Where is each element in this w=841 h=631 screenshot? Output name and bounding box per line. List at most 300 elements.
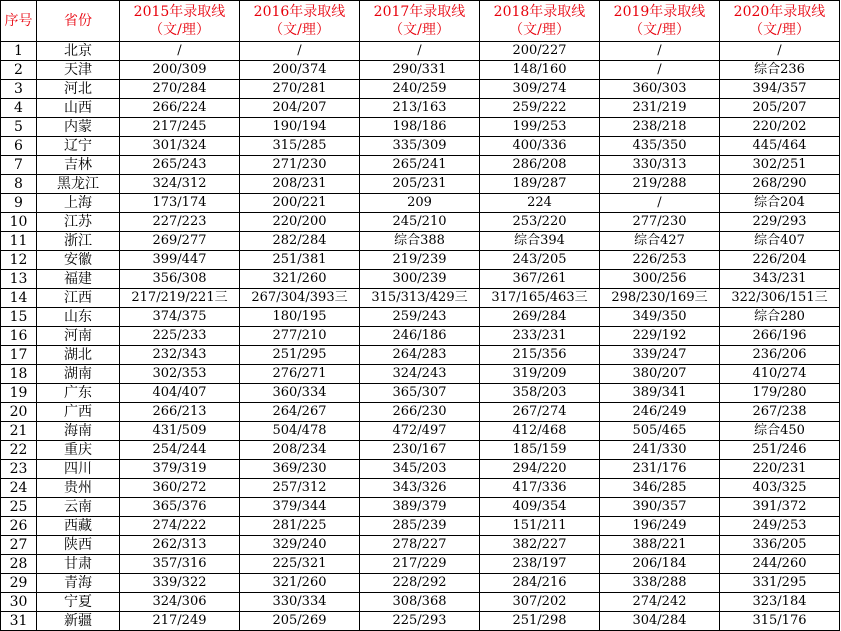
header-year-subtitle: （文/理） bbox=[389, 22, 450, 38]
score-2018: 400/336 bbox=[480, 137, 600, 156]
score-2017: 198/186 bbox=[360, 118, 480, 137]
row-index: 26 bbox=[1, 517, 37, 536]
table-row bbox=[1, 403, 840, 422]
score-2020: 302/251 bbox=[720, 156, 840, 175]
province-name: 贵州 bbox=[37, 479, 120, 498]
score-2016: 379/344 bbox=[240, 498, 360, 517]
province-name: 云南 bbox=[37, 498, 120, 517]
header-year-title: 2018年录取线 bbox=[493, 4, 586, 20]
header-year-title: 2019年录取线 bbox=[613, 4, 706, 20]
province-name: 西藏 bbox=[37, 517, 120, 536]
table-row bbox=[1, 441, 840, 460]
score-2020: 244/260 bbox=[720, 555, 840, 574]
score-2017: 472/497 bbox=[360, 422, 480, 441]
score-2018: 317/165/463三 bbox=[480, 289, 600, 308]
score-2017: 308/368 bbox=[360, 593, 480, 612]
row-index: 5 bbox=[1, 118, 37, 137]
score-2015: 374/375 bbox=[120, 308, 240, 327]
score-2015: 265/243 bbox=[120, 156, 240, 175]
province-name: 青海 bbox=[37, 574, 120, 593]
score-2020: 410/274 bbox=[720, 365, 840, 384]
score-2019: 339/247 bbox=[600, 346, 720, 365]
table-row bbox=[1, 460, 840, 479]
row-index: 7 bbox=[1, 156, 37, 175]
score-2017: 209 bbox=[360, 194, 480, 213]
province-name: 湖北 bbox=[37, 346, 120, 365]
province-name: 辽宁 bbox=[37, 137, 120, 156]
score-2015: 254/244 bbox=[120, 441, 240, 460]
score-2020: 391/372 bbox=[720, 498, 840, 517]
score-2015: 217/245 bbox=[120, 118, 240, 137]
score-2017: 245/210 bbox=[360, 213, 480, 232]
score-2017: 335/309 bbox=[360, 137, 480, 156]
score-2018: 409/354 bbox=[480, 498, 600, 517]
score-2015: 262/313 bbox=[120, 536, 240, 555]
score-2017: 219/239 bbox=[360, 251, 480, 270]
header-year-title: 2020年录取线 bbox=[733, 4, 826, 20]
score-2017: 389/379 bbox=[360, 498, 480, 517]
table-row bbox=[1, 422, 840, 441]
score-2019: 229/192 bbox=[600, 327, 720, 346]
score-2017: 230/167 bbox=[360, 441, 480, 460]
score-2016: 200/221 bbox=[240, 194, 360, 213]
score-2019: 238/218 bbox=[600, 118, 720, 137]
row-index: 30 bbox=[1, 593, 37, 612]
province-name: 广西 bbox=[37, 403, 120, 422]
table-row bbox=[1, 498, 840, 517]
score-2019: 298/230/169三 bbox=[600, 289, 720, 308]
score-2018: 267/274 bbox=[480, 403, 600, 422]
score-2019: 241/330 bbox=[600, 441, 720, 460]
table-row bbox=[1, 327, 840, 346]
table-row bbox=[1, 536, 840, 555]
score-2019: 综合427 bbox=[600, 232, 720, 251]
score-2016: 208/234 bbox=[240, 441, 360, 460]
score-2019: 330/313 bbox=[600, 156, 720, 175]
header-year-title: 2017年录取线 bbox=[373, 4, 466, 20]
row-index: 19 bbox=[1, 384, 37, 403]
score-2018: 269/284 bbox=[480, 308, 600, 327]
table-row bbox=[1, 156, 840, 175]
table-row bbox=[1, 289, 840, 308]
score-2019: 390/357 bbox=[600, 498, 720, 517]
score-2020: 综合236 bbox=[720, 61, 840, 80]
table-row bbox=[1, 574, 840, 593]
score-2020: / bbox=[720, 42, 840, 61]
score-2016: 180/195 bbox=[240, 308, 360, 327]
score-2015: 339/322 bbox=[120, 574, 240, 593]
score-2015: 270/284 bbox=[120, 80, 240, 99]
province-name: 重庆 bbox=[37, 441, 120, 460]
province-name: 上海 bbox=[37, 194, 120, 213]
score-2015: 232/343 bbox=[120, 346, 240, 365]
score-2015: 357/316 bbox=[120, 555, 240, 574]
table-header bbox=[1, 1, 840, 42]
score-2016: 270/281 bbox=[240, 80, 360, 99]
row-index: 27 bbox=[1, 536, 37, 555]
score-2017: / bbox=[360, 42, 480, 61]
province-name: 湖南 bbox=[37, 365, 120, 384]
header-year-subtitle: （文/理） bbox=[509, 22, 570, 38]
table-row bbox=[1, 175, 840, 194]
row-index: 23 bbox=[1, 460, 37, 479]
score-2015: 173/174 bbox=[120, 194, 240, 213]
score-2019: 505/465 bbox=[600, 422, 720, 441]
score-2016: 282/284 bbox=[240, 232, 360, 251]
score-2019: 196/249 bbox=[600, 517, 720, 536]
score-2018: 224 bbox=[480, 194, 600, 213]
table-row bbox=[1, 384, 840, 403]
score-2017: 213/163 bbox=[360, 99, 480, 118]
table-row bbox=[1, 365, 840, 384]
score-2016: 330/334 bbox=[240, 593, 360, 612]
score-2018: 215/356 bbox=[480, 346, 600, 365]
score-2019: 246/249 bbox=[600, 403, 720, 422]
score-2020: 236/206 bbox=[720, 346, 840, 365]
score-2016: 271/230 bbox=[240, 156, 360, 175]
score-2018: 151/211 bbox=[480, 517, 600, 536]
header-year-2018 bbox=[480, 1, 600, 42]
score-2020: 251/246 bbox=[720, 441, 840, 460]
row-index: 31 bbox=[1, 612, 37, 631]
score-2015: 269/277 bbox=[120, 232, 240, 251]
score-2016: 267/304/393三 bbox=[240, 289, 360, 308]
score-2016: 220/200 bbox=[240, 213, 360, 232]
province-name: 江苏 bbox=[37, 213, 120, 232]
score-2016: 321/260 bbox=[240, 574, 360, 593]
score-2019: 231/176 bbox=[600, 460, 720, 479]
score-2016: 257/312 bbox=[240, 479, 360, 498]
province-name: 陕西 bbox=[37, 536, 120, 555]
score-2018: 382/227 bbox=[480, 536, 600, 555]
row-index: 13 bbox=[1, 270, 37, 289]
row-index: 9 bbox=[1, 194, 37, 213]
score-2015: 217/219/221三 bbox=[120, 289, 240, 308]
score-2015: 200/309 bbox=[120, 61, 240, 80]
row-index: 8 bbox=[1, 175, 37, 194]
table-row bbox=[1, 346, 840, 365]
row-index: 3 bbox=[1, 80, 37, 99]
score-2020: 403/325 bbox=[720, 479, 840, 498]
row-index: 28 bbox=[1, 555, 37, 574]
score-2018: 综合394 bbox=[480, 232, 600, 251]
score-2016: 315/285 bbox=[240, 137, 360, 156]
score-2017: 300/239 bbox=[360, 270, 480, 289]
row-index: 12 bbox=[1, 251, 37, 270]
row-index: 22 bbox=[1, 441, 37, 460]
score-2020: 445/464 bbox=[720, 137, 840, 156]
province-name: 内蒙 bbox=[37, 118, 120, 137]
score-2019: / bbox=[600, 61, 720, 80]
score-2015: 217/249 bbox=[120, 612, 240, 631]
score-2020: 205/207 bbox=[720, 99, 840, 118]
score-2016: 251/295 bbox=[240, 346, 360, 365]
score-2016: 360/334 bbox=[240, 384, 360, 403]
score-2018: 243/205 bbox=[480, 251, 600, 270]
score-2017: 246/186 bbox=[360, 327, 480, 346]
score-2018: 251/298 bbox=[480, 612, 600, 631]
score-2019: 219/288 bbox=[600, 175, 720, 194]
score-2015: 404/407 bbox=[120, 384, 240, 403]
score-2016: 276/271 bbox=[240, 365, 360, 384]
province-name: 新疆 bbox=[37, 612, 120, 631]
score-2017: 265/241 bbox=[360, 156, 480, 175]
score-2016: 369/230 bbox=[240, 460, 360, 479]
score-2019: 274/242 bbox=[600, 593, 720, 612]
table-row bbox=[1, 42, 840, 61]
score-2017: 345/203 bbox=[360, 460, 480, 479]
score-2015: 360/272 bbox=[120, 479, 240, 498]
score-2018: 253/220 bbox=[480, 213, 600, 232]
table-row bbox=[1, 137, 840, 156]
table-row bbox=[1, 213, 840, 232]
province-name: 北京 bbox=[37, 42, 120, 61]
score-2015: 324/306 bbox=[120, 593, 240, 612]
header-year-2020 bbox=[720, 1, 840, 42]
score-2020: 268/290 bbox=[720, 175, 840, 194]
row-index: 1 bbox=[1, 42, 37, 61]
header-year-title: 2015年录取线 bbox=[133, 4, 226, 20]
score-2020: 266/196 bbox=[720, 327, 840, 346]
province-name: 山东 bbox=[37, 308, 120, 327]
score-2020: 322/306/151三 bbox=[720, 289, 840, 308]
score-2020: 综合407 bbox=[720, 232, 840, 251]
header-year-2017 bbox=[360, 1, 480, 42]
header-year-subtitle: （文/理） bbox=[629, 22, 690, 38]
score-2016: 277/210 bbox=[240, 327, 360, 346]
score-2020: 226/204 bbox=[720, 251, 840, 270]
score-2017: 290/331 bbox=[360, 61, 480, 80]
row-index: 11 bbox=[1, 232, 37, 251]
table-row bbox=[1, 593, 840, 612]
score-2016: 329/240 bbox=[240, 536, 360, 555]
province-name: 吉林 bbox=[37, 156, 120, 175]
score-2017: 259/243 bbox=[360, 308, 480, 327]
header-province: 省份 bbox=[37, 1, 120, 42]
score-2020: 综合280 bbox=[720, 308, 840, 327]
province-name: 天津 bbox=[37, 61, 120, 80]
row-index: 4 bbox=[1, 99, 37, 118]
score-2015: 356/308 bbox=[120, 270, 240, 289]
row-index: 15 bbox=[1, 308, 37, 327]
score-2018: 233/231 bbox=[480, 327, 600, 346]
score-2015: 225/233 bbox=[120, 327, 240, 346]
score-2017: 285/239 bbox=[360, 517, 480, 536]
score-2018: 189/287 bbox=[480, 175, 600, 194]
table-row bbox=[1, 61, 840, 80]
province-name: 江西 bbox=[37, 289, 120, 308]
score-2017: 324/243 bbox=[360, 365, 480, 384]
score-2019: 435/350 bbox=[600, 137, 720, 156]
row-index: 29 bbox=[1, 574, 37, 593]
score-2020: 343/231 bbox=[720, 270, 840, 289]
header-year-subtitle: （文/理） bbox=[149, 22, 210, 38]
header-year-subtitle: （文/理） bbox=[269, 22, 330, 38]
score-2019: / bbox=[600, 42, 720, 61]
header-year-2016 bbox=[240, 1, 360, 42]
score-2019: 231/219 bbox=[600, 99, 720, 118]
score-2016: / bbox=[240, 42, 360, 61]
row-index: 21 bbox=[1, 422, 37, 441]
score-2020: 394/357 bbox=[720, 80, 840, 99]
province-name: 广东 bbox=[37, 384, 120, 403]
score-2018: 358/203 bbox=[480, 384, 600, 403]
score-2020: 249/253 bbox=[720, 517, 840, 536]
header-year-title: 2016年录取线 bbox=[253, 4, 346, 20]
table-row bbox=[1, 612, 840, 631]
score-2016: 504/478 bbox=[240, 422, 360, 441]
score-2016: 205/269 bbox=[240, 612, 360, 631]
score-2015: 399/447 bbox=[120, 251, 240, 270]
score-2015: 431/509 bbox=[120, 422, 240, 441]
score-2015: 227/223 bbox=[120, 213, 240, 232]
score-2020: 220/202 bbox=[720, 118, 840, 137]
score-2020: 336/205 bbox=[720, 536, 840, 555]
table-row bbox=[1, 251, 840, 270]
table-row bbox=[1, 555, 840, 574]
table-row bbox=[1, 99, 840, 118]
row-index: 14 bbox=[1, 289, 37, 308]
province-name: 甘肃 bbox=[37, 555, 120, 574]
header-row bbox=[1, 1, 840, 42]
score-2020: 267/238 bbox=[720, 403, 840, 422]
score-2017: 240/259 bbox=[360, 80, 480, 99]
score-2019: 338/288 bbox=[600, 574, 720, 593]
score-2017: 278/227 bbox=[360, 536, 480, 555]
header-year-2015 bbox=[120, 1, 240, 42]
table-row bbox=[1, 80, 840, 99]
score-2017: 217/229 bbox=[360, 555, 480, 574]
score-2018: 294/220 bbox=[480, 460, 600, 479]
score-2019: 304/284 bbox=[600, 612, 720, 631]
score-2018: 309/274 bbox=[480, 80, 600, 99]
score-2018: 238/197 bbox=[480, 555, 600, 574]
header-year-2019 bbox=[600, 1, 720, 42]
score-2020: 323/184 bbox=[720, 593, 840, 612]
score-2017: 205/231 bbox=[360, 175, 480, 194]
score-2019: 300/256 bbox=[600, 270, 720, 289]
table-body bbox=[1, 42, 840, 631]
score-2016: 251/381 bbox=[240, 251, 360, 270]
table-row bbox=[1, 194, 840, 213]
score-2018: 367/261 bbox=[480, 270, 600, 289]
score-2015: 301/324 bbox=[120, 137, 240, 156]
province-name: 福建 bbox=[37, 270, 120, 289]
score-2018: 259/222 bbox=[480, 99, 600, 118]
score-2019: 380/207 bbox=[600, 365, 720, 384]
score-2016: 204/207 bbox=[240, 99, 360, 118]
score-2019: 388/221 bbox=[600, 536, 720, 555]
score-2017: 225/293 bbox=[360, 612, 480, 631]
score-2017: 综合388 bbox=[360, 232, 480, 251]
score-2017: 365/307 bbox=[360, 384, 480, 403]
table-row bbox=[1, 479, 840, 498]
table-row bbox=[1, 517, 840, 536]
province-name: 河北 bbox=[37, 80, 120, 99]
score-2016: 281/225 bbox=[240, 517, 360, 536]
province-name: 海南 bbox=[37, 422, 120, 441]
province-name: 四川 bbox=[37, 460, 120, 479]
score-2015: 365/376 bbox=[120, 498, 240, 517]
province-name: 河南 bbox=[37, 327, 120, 346]
score-2015: / bbox=[120, 42, 240, 61]
table-row bbox=[1, 232, 840, 251]
score-2018: 284/216 bbox=[480, 574, 600, 593]
score-2017: 228/292 bbox=[360, 574, 480, 593]
score-2015: 324/312 bbox=[120, 175, 240, 194]
row-index: 10 bbox=[1, 213, 37, 232]
score-2018: 319/209 bbox=[480, 365, 600, 384]
row-index: 16 bbox=[1, 327, 37, 346]
province-name: 宁夏 bbox=[37, 593, 120, 612]
score-2017: 264/283 bbox=[360, 346, 480, 365]
score-2016: 264/267 bbox=[240, 403, 360, 422]
score-2019: 389/341 bbox=[600, 384, 720, 403]
header-year-subtitle: （文/理） bbox=[749, 22, 810, 38]
score-2018: 185/159 bbox=[480, 441, 600, 460]
score-2020: 229/293 bbox=[720, 213, 840, 232]
score-2016: 200/374 bbox=[240, 61, 360, 80]
score-2019: 226/253 bbox=[600, 251, 720, 270]
score-2020: 179/280 bbox=[720, 384, 840, 403]
score-2015: 302/353 bbox=[120, 365, 240, 384]
score-2018: 199/253 bbox=[480, 118, 600, 137]
score-2017: 315/313/429三 bbox=[360, 289, 480, 308]
row-index: 17 bbox=[1, 346, 37, 365]
score-2019: 277/230 bbox=[600, 213, 720, 232]
score-2015: 274/222 bbox=[120, 517, 240, 536]
score-2015: 266/224 bbox=[120, 99, 240, 118]
score-2018: 417/336 bbox=[480, 479, 600, 498]
score-2020: 315/176 bbox=[720, 612, 840, 631]
province-name: 山西 bbox=[37, 99, 120, 118]
score-2016: 225/321 bbox=[240, 555, 360, 574]
score-2018: 148/160 bbox=[480, 61, 600, 80]
score-2020: 220/231 bbox=[720, 460, 840, 479]
score-2019: 349/350 bbox=[600, 308, 720, 327]
table-row bbox=[1, 308, 840, 327]
province-name: 安徽 bbox=[37, 251, 120, 270]
score-2019: 346/285 bbox=[600, 479, 720, 498]
table-row bbox=[1, 118, 840, 137]
row-index: 20 bbox=[1, 403, 37, 422]
score-2016: 190/194 bbox=[240, 118, 360, 137]
score-2018: 307/202 bbox=[480, 593, 600, 612]
table-row bbox=[1, 270, 840, 289]
score-2018: 286/208 bbox=[480, 156, 600, 175]
score-2016: 208/231 bbox=[240, 175, 360, 194]
score-2015: 379/319 bbox=[120, 460, 240, 479]
score-2018: 412/468 bbox=[480, 422, 600, 441]
province-name: 浙江 bbox=[37, 232, 120, 251]
row-index: 25 bbox=[1, 498, 37, 517]
score-2020: 综合450 bbox=[720, 422, 840, 441]
row-index: 24 bbox=[1, 479, 37, 498]
score-2019: / bbox=[600, 194, 720, 213]
score-2016: 321/260 bbox=[240, 270, 360, 289]
row-index: 2 bbox=[1, 61, 37, 80]
row-index: 6 bbox=[1, 137, 37, 156]
score-2017: 266/230 bbox=[360, 403, 480, 422]
row-index: 18 bbox=[1, 365, 37, 384]
score-2019: 360/303 bbox=[600, 80, 720, 99]
score-2018: 200/227 bbox=[480, 42, 600, 61]
header-index: 序号 bbox=[1, 1, 37, 42]
score-2015: 266/213 bbox=[120, 403, 240, 422]
province-name: 黑龙江 bbox=[37, 175, 120, 194]
score-2017: 343/326 bbox=[360, 479, 480, 498]
score-2019: 206/184 bbox=[600, 555, 720, 574]
